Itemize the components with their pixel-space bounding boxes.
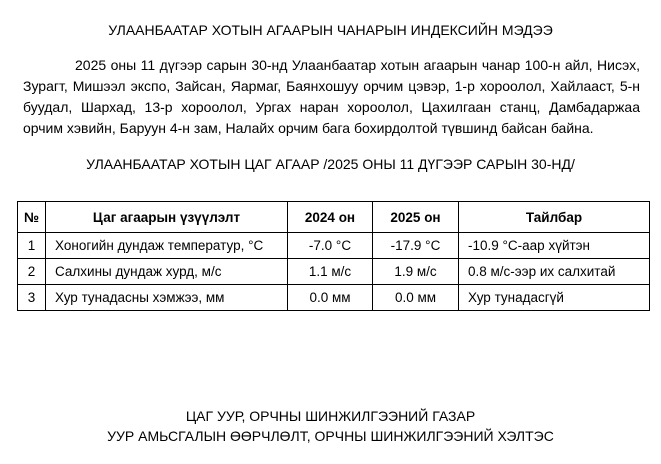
table-row [18,259,650,285]
header-cell-remark: Тайлбар [459,202,650,233]
cell-value-2025: 1.9 м/с [373,259,459,285]
cell-row-number: 1 [18,233,46,259]
footer-line-2: УУР АМЬСГАЛЫН ӨӨРЧЛӨЛТ, ОРЧНЫ ШИНЖИЛГЭЭНИЙ ХЭЛТЭС [107,428,554,444]
cell-value-2024: -7.0 °С [288,233,373,259]
document-footer [0,406,661,446]
footer-line-1: ЦАГ УУР, ОРЧНЫ ШИНЖИЛГЭЭНИЙ ГАЗАР [185,408,476,424]
weather-table [17,201,650,311]
cell-remark: 0.8 м/с-ээр их салхитай [459,259,650,285]
table-row [18,233,650,259]
section-subtitle: УЛААНБААТАР ХОТЫН ЦАГ АГААР /2025 ОНЫ 11 ДҮГЭЭР САРЫН 30-НД/ [86,156,575,172]
cell-remark: Хур тунадасгүй [459,285,650,311]
cell-indicator: Хур тунадасны хэмжээ, мм [46,285,288,311]
cell-value-2024: 0.0 мм [288,285,373,311]
header-cell-no: № [18,202,46,233]
cell-row-number: 2 [18,259,46,285]
cell-value-2025: 0.0 мм [373,285,459,311]
cell-indicator: Салхины дундаж хурд, м/с [46,259,288,285]
header-cell-2025: 2025 он [373,202,459,233]
page-title: УЛААНБААТАР ХОТЫН АГААРЫН ЧАНАРЫН ИНДЕКСИЙН МЭДЭЭ [108,22,553,38]
cell-value-2025: -17.9 °С [373,233,459,259]
header-cell-2024: 2024 он [288,202,373,233]
table-row [18,285,650,311]
header-cell-indicator: Цаг агаарын үзүүлэлт [46,202,288,233]
cell-row-number: 3 [18,285,46,311]
cell-indicator: Хоногийн дундаж температур, °С [46,233,288,259]
cell-value-2024: 1.1 м/с [288,259,373,285]
intro-paragraph: 2025 оны 11 дүгээр сарын 30-нд Улаанбаатар хотын агаарын чанар 100-н айл, Нисэх, Зурагт, Мишээл экспо, Зайсан, Яармаг, Баянхошуу орчим цэвэр, 1-р хороолол, Хайлааст, 5-н буудал, Шархад, 13-р хороолол, Ургах наран хороолол, Цахилгаан станц, Дамбадаржаа орчим хэвийн, Баруун 4-н зам, Налайх орчим бага бохирдолтой түвшинд байсан байна. [23,57,640,136]
cell-remark: -10.9 °С-аар хүйтэн [459,233,650,259]
table-header-row [18,202,650,233]
